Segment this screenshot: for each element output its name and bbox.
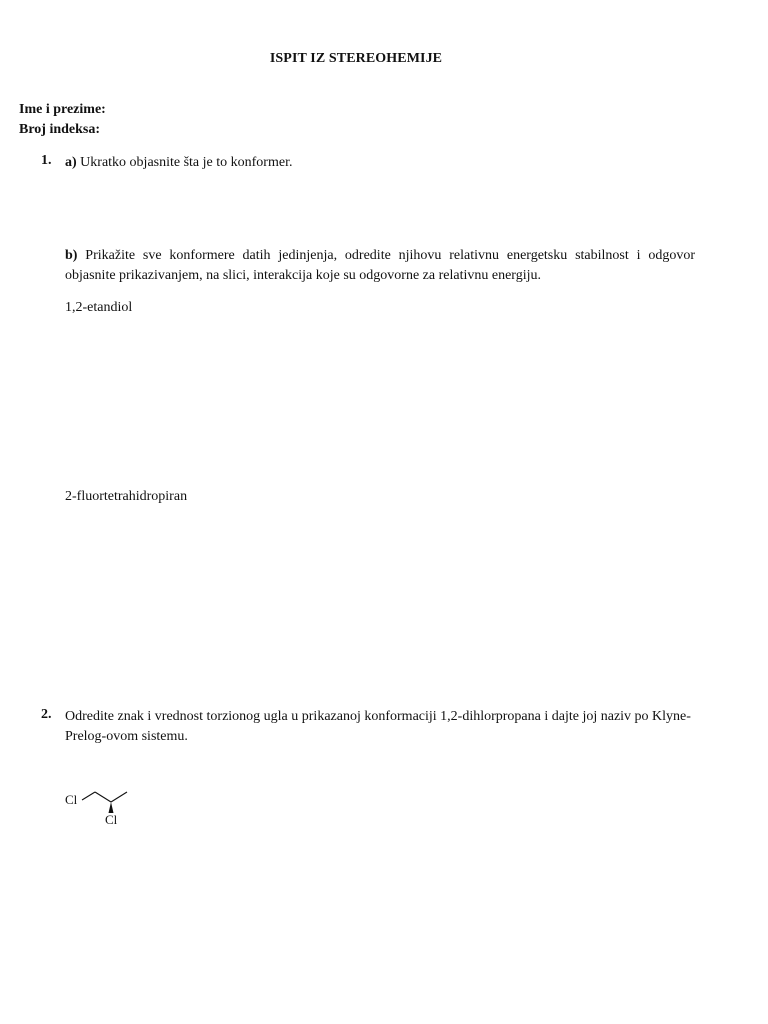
question-1-number: 1. — [41, 153, 52, 168]
chlorine-label-left: Cl — [65, 792, 78, 807]
bond-cl-c1 — [82, 792, 95, 800]
question-1a-text: Ukratko objasnite šta je to konformer. — [80, 155, 293, 170]
question-1a-label: a) — [65, 155, 77, 170]
question-1b — [65, 246, 695, 286]
question-1b-text: Prikažite sve konformere datih jedinjenja, odredite njihovu relativnu energetsku stabilnost i odgovor objasnite prikazivanjem, na slici, interakcija koje su odgovorne za relativnu energiju. — [65, 248, 695, 283]
question-1b-label: b) — [65, 248, 78, 263]
bond-c1-c2 — [95, 792, 111, 802]
compound-2-name: 2-fluortetrahidropiran — [65, 489, 188, 504]
question-2-number: 2. — [41, 707, 52, 722]
dichloropropane-structure — [60, 782, 150, 832]
exam-title: ISPIT IZ STEREOHEMIJE — [269, 51, 443, 66]
index-field-label: Broj indeksa: — [19, 122, 101, 137]
question-2-text: Odredite znak i vrednost torzionog ugla u prikazanoj konformaciji 1,2-dihlorpropana i dajte joj naziv po Klyne-Prelog-ovom sistemu. — [65, 709, 691, 744]
compound-1-name: 1,2-etandiol — [65, 300, 133, 315]
chlorine-label-bottom: Cl — [105, 812, 118, 827]
bond-c2-c3 — [111, 792, 127, 802]
question-1a — [65, 153, 695, 173]
name-field-label: Ime i prezime: — [19, 102, 106, 117]
